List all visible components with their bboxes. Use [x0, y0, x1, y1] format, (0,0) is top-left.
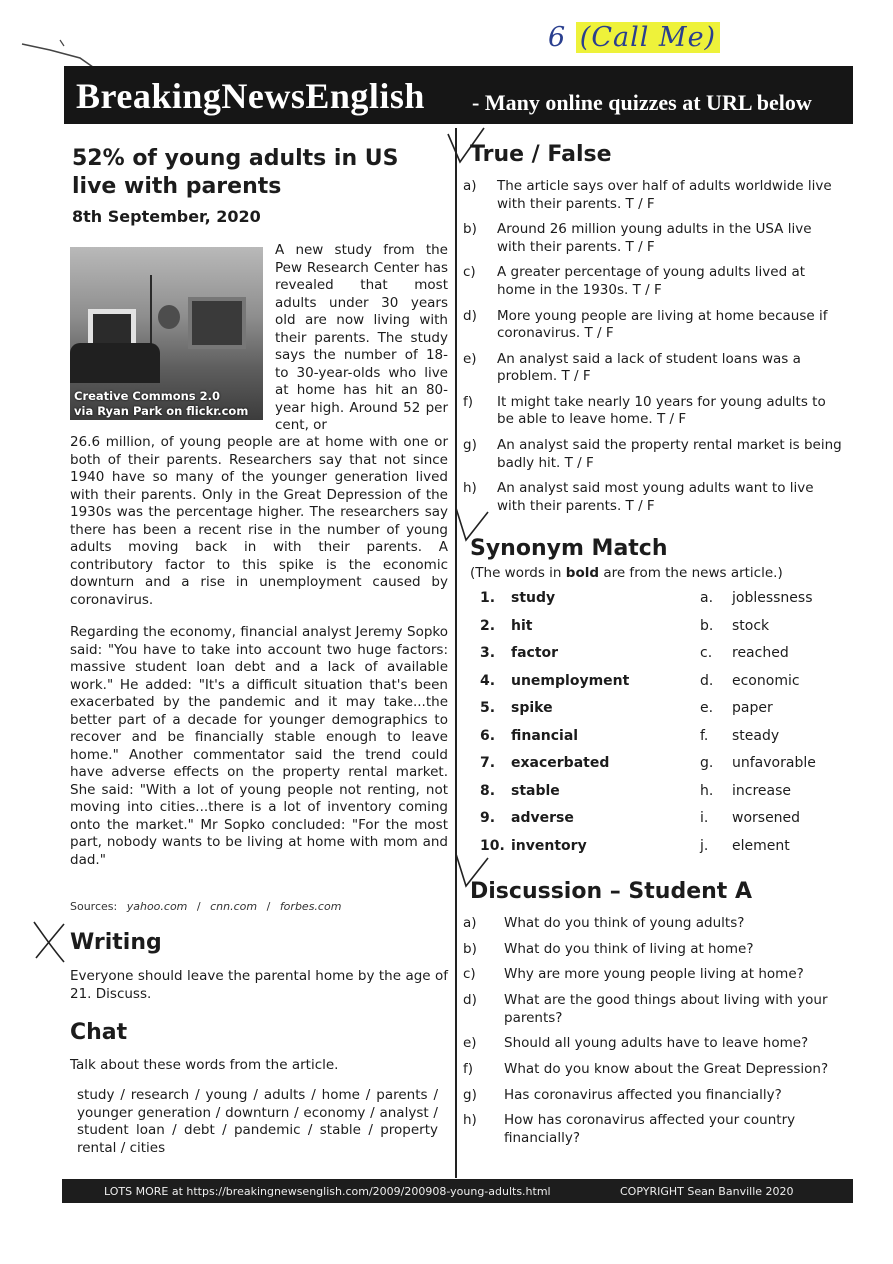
item-text: How has coronavirus affected your country financially?	[504, 1112, 796, 1146]
true-false-item	[463, 221, 843, 256]
writing-section-title: Writing	[70, 930, 162, 955]
photo-caption-line-2: via Ryan Park on flickr.com	[74, 404, 249, 418]
pen-x-mark	[30, 918, 68, 966]
handwritten-text: (Call Me)	[576, 22, 720, 53]
item-text: It might take nearly 10 years for young adults to be able to leave home. T / F	[497, 393, 826, 428]
synonym-option-row	[700, 673, 850, 701]
discussion-item	[463, 992, 843, 1027]
synonym-word-row	[480, 810, 690, 838]
item-letter: g)	[463, 1086, 477, 1103]
discussion-list	[463, 915, 843, 1156]
item-letter: c)	[463, 264, 476, 281]
header-tagline: - Many online quizzes at URL below	[472, 90, 812, 115]
true-false-list	[463, 178, 843, 524]
true-false-item	[463, 480, 843, 515]
option-word: element	[732, 837, 790, 854]
true-false-item	[463, 264, 843, 299]
chat-intro: Talk about these words from the article.	[70, 1057, 339, 1073]
synonym-option-row	[700, 728, 850, 756]
synonym-option-row	[700, 590, 850, 618]
synonym-option-row	[700, 838, 850, 866]
item-text: The article says over half of adults worldwide live with their parents. T / F	[497, 178, 832, 212]
item-text: Why are more young people living at home?	[504, 966, 804, 983]
true-false-item	[463, 394, 843, 429]
word-term: stable	[511, 782, 560, 799]
subtitle-bold: bold	[565, 565, 600, 581]
item-letter: e)	[463, 350, 477, 367]
source-separator: /	[196, 900, 201, 913]
word-term: inventory	[511, 837, 587, 854]
option-letter: d.	[700, 672, 714, 689]
discussion-item	[463, 1035, 843, 1053]
word-number: 3.	[480, 645, 496, 661]
item-letter: f)	[463, 1060, 474, 1077]
article-photo	[70, 247, 263, 420]
item-text: An analyst said a lack of student loans was a problem. T / F	[497, 350, 801, 385]
subtitle-pre: (The words in	[470, 565, 562, 581]
true-false-item	[463, 308, 843, 343]
article-body-paragraph: 26.6 million, of young people are at home with one or both of their parents. Researchers say that not since 1940 have so many of the younger generation lived with their parents. Only in the Great Depression of the 1930s was the percentage higher. The researchers say there has been a recent rise in the number of young adults moving back in with their parents. A contributory factor to this spike is the economic downturn and a rise in unemployment caused by coronavirus.	[70, 434, 448, 608]
synonym-word-row	[480, 673, 690, 701]
true-false-item	[463, 351, 843, 386]
synonym-word-row	[480, 728, 690, 756]
item-letter: d)	[463, 992, 477, 1009]
item-letter: c)	[463, 966, 476, 983]
chat-section-title: Chat	[70, 1020, 128, 1045]
item-text: Has coronavirus affected you financially?	[504, 1086, 782, 1103]
true-false-item	[463, 178, 843, 213]
option-word: economic	[732, 672, 800, 689]
tv-cabinet-shape	[188, 297, 246, 349]
option-word: paper	[732, 700, 773, 716]
synonym-option-row	[700, 645, 850, 673]
option-word: steady	[732, 727, 780, 744]
option-word: increase	[732, 782, 792, 799]
brand-logo[interactable]: BreakingNewsEnglish	[76, 76, 425, 116]
option-word: reached	[732, 645, 789, 661]
synonym-word-row	[480, 783, 690, 811]
photo-caption	[74, 389, 248, 419]
word-term: spike	[511, 700, 553, 716]
synonym-word-row	[480, 700, 690, 728]
item-letter: b)	[463, 221, 477, 238]
item-text: What do you think of young adults?	[504, 915, 745, 931]
subtitle-post: are from the news article.)	[603, 565, 783, 581]
synonym-word-row	[480, 755, 690, 783]
synonym-option-row	[700, 783, 850, 811]
option-letter: e.	[700, 700, 714, 716]
synonym-match-title: Synonym Match	[470, 536, 668, 561]
option-letter: f.	[700, 727, 709, 744]
discussion-item	[463, 1061, 843, 1079]
article-title: 52% of young adults in US live with parents	[72, 146, 399, 199]
handwritten-number: 6	[548, 22, 567, 53]
item-text: What do you know about the Great Depression?	[504, 1060, 829, 1077]
article-second-paragraph: Regarding the economy, financial analyst Jeremy Sopko said: "You have to take into account two huge factors: massive student loan debt and a lack of available work." He added: "It's a difficult situation that's been exacerbated by the pandemic and it may take...the better part of a decade for younger demographics to recover and be financially stable enough to leave home." Another commentator said the trend could have adverse effects on the property rental market. She said: "With a lot of young people not renting, not moving into cities...there is a lot of inventory coming onto the market." Mr Sopko concluded: "For the most part, nobody wants to be living at home with mom and dad."	[70, 624, 448, 868]
site-header	[64, 66, 853, 124]
item-text: More young people are living at home because if coronavirus. T / F	[497, 307, 828, 342]
option-word: joblessness	[732, 590, 813, 606]
word-term: hit	[511, 617, 533, 634]
word-term: factor	[511, 645, 559, 661]
option-letter: j.	[700, 837, 709, 854]
source-link[interactable]: forbes.com	[279, 900, 342, 913]
option-word: stock	[732, 617, 770, 634]
sources-label: Sources:	[70, 900, 118, 913]
option-letter: i.	[700, 810, 709, 826]
synonym-option-row	[700, 755, 850, 783]
option-letter: c.	[700, 645, 713, 661]
item-letter: a)	[463, 178, 477, 194]
item-letter: e)	[463, 1035, 477, 1052]
option-word: unfavorable	[732, 755, 816, 771]
item-letter: b)	[463, 940, 477, 957]
option-word: worsened	[732, 810, 801, 826]
option-letter: b.	[700, 617, 714, 634]
item-letter: f)	[463, 393, 474, 410]
synonym-option-row	[700, 810, 850, 838]
item-text: A greater percentage of young adults lived at home in the 1930s. T / F	[497, 264, 806, 298]
option-letter: a.	[700, 590, 714, 606]
word-term: financial	[511, 727, 579, 744]
option-letter: g.	[700, 755, 714, 771]
word-number: 6.	[480, 727, 496, 744]
writing-prompt: Everyone should leave the parental home by the age of 21. Discuss.	[70, 968, 448, 1002]
word-number: 8.	[480, 782, 496, 799]
item-text: Should all young adults have to leave home?	[504, 1035, 809, 1052]
discussion-title: Discussion – Student A	[470, 879, 752, 904]
article-date: 8th September, 2020	[72, 207, 261, 226]
discussion-item	[463, 966, 843, 984]
synonym-word-row	[480, 590, 690, 618]
word-number: 10.	[480, 837, 505, 854]
photo-caption-line-1: Creative Commons 2.0	[74, 389, 221, 403]
source-link[interactable]: yahoo.com	[126, 900, 188, 913]
discussion-item	[463, 915, 843, 933]
true-false-title: True / False	[470, 142, 612, 167]
chat-word-list: study / research / young / adults / home / parents / younger generation / downturn / economy / analyst / student loan / debt / pandemic / stable / property rental / cities	[77, 1087, 438, 1156]
synonym-option-row	[700, 700, 850, 728]
discussion-item	[463, 941, 843, 959]
word-number: 7.	[480, 755, 496, 771]
source-separator: /	[266, 900, 271, 913]
word-number: 2.	[480, 617, 496, 634]
word-number: 1.	[480, 590, 496, 606]
source-link[interactable]: cnn.com	[210, 900, 258, 913]
item-text: An analyst said most young adults want to live with their parents. T / F	[497, 480, 814, 514]
word-number: 9.	[480, 810, 496, 826]
word-number: 5.	[480, 700, 496, 716]
synonym-word-row	[480, 838, 690, 866]
article-lead-paragraph: A new study from the Pew Research Center has revealed that most adults under 30 years old are now living with their parents. The study says the number of 18- to 30-year-olds who live at home has hit an 80-year high. Around 52 per cent, or	[275, 242, 448, 433]
discussion-item	[463, 1112, 843, 1147]
item-letter: h)	[463, 480, 477, 497]
item-text: What are the good things about living with your parents?	[504, 992, 828, 1026]
synonym-word-row	[480, 645, 690, 673]
true-false-item	[463, 437, 843, 472]
word-number: 4.	[480, 672, 496, 689]
footer-url-link[interactable]: LOTS MORE at https://breakingnewsenglish.com/2009/200908-young-adults.html	[104, 1185, 551, 1198]
synonym-right-column	[700, 590, 850, 865]
sofa-shape	[70, 343, 160, 383]
item-letter: h)	[463, 1112, 477, 1129]
handwritten-note	[548, 22, 720, 53]
item-text: What do you think of living at home?	[504, 940, 754, 957]
column-divider	[455, 128, 457, 1178]
item-text: Around 26 million young adults in the USA live with their parents. T / F	[497, 221, 812, 255]
page-footer	[62, 1179, 853, 1203]
item-letter: d)	[463, 307, 477, 324]
synonym-left-column	[480, 590, 690, 865]
discussion-item	[463, 1087, 843, 1105]
item-letter: g)	[463, 437, 477, 454]
synonym-match-subtitle	[470, 565, 783, 581]
word-term: exacerbated	[511, 755, 610, 771]
word-term: study	[511, 590, 556, 606]
plant-shape	[158, 305, 180, 329]
word-term: adverse	[511, 810, 574, 826]
item-text: An analyst said the property rental market is being badly hit. T / F	[497, 437, 842, 471]
synonym-word-row	[480, 618, 690, 646]
synonym-option-row	[700, 618, 850, 646]
footer-copyright: COPYRIGHT Sean Banville 2020	[620, 1185, 794, 1198]
item-letter: a)	[463, 915, 477, 931]
word-term: unemployment	[511, 672, 630, 689]
option-letter: h.	[700, 782, 714, 799]
article-sources	[70, 900, 347, 913]
